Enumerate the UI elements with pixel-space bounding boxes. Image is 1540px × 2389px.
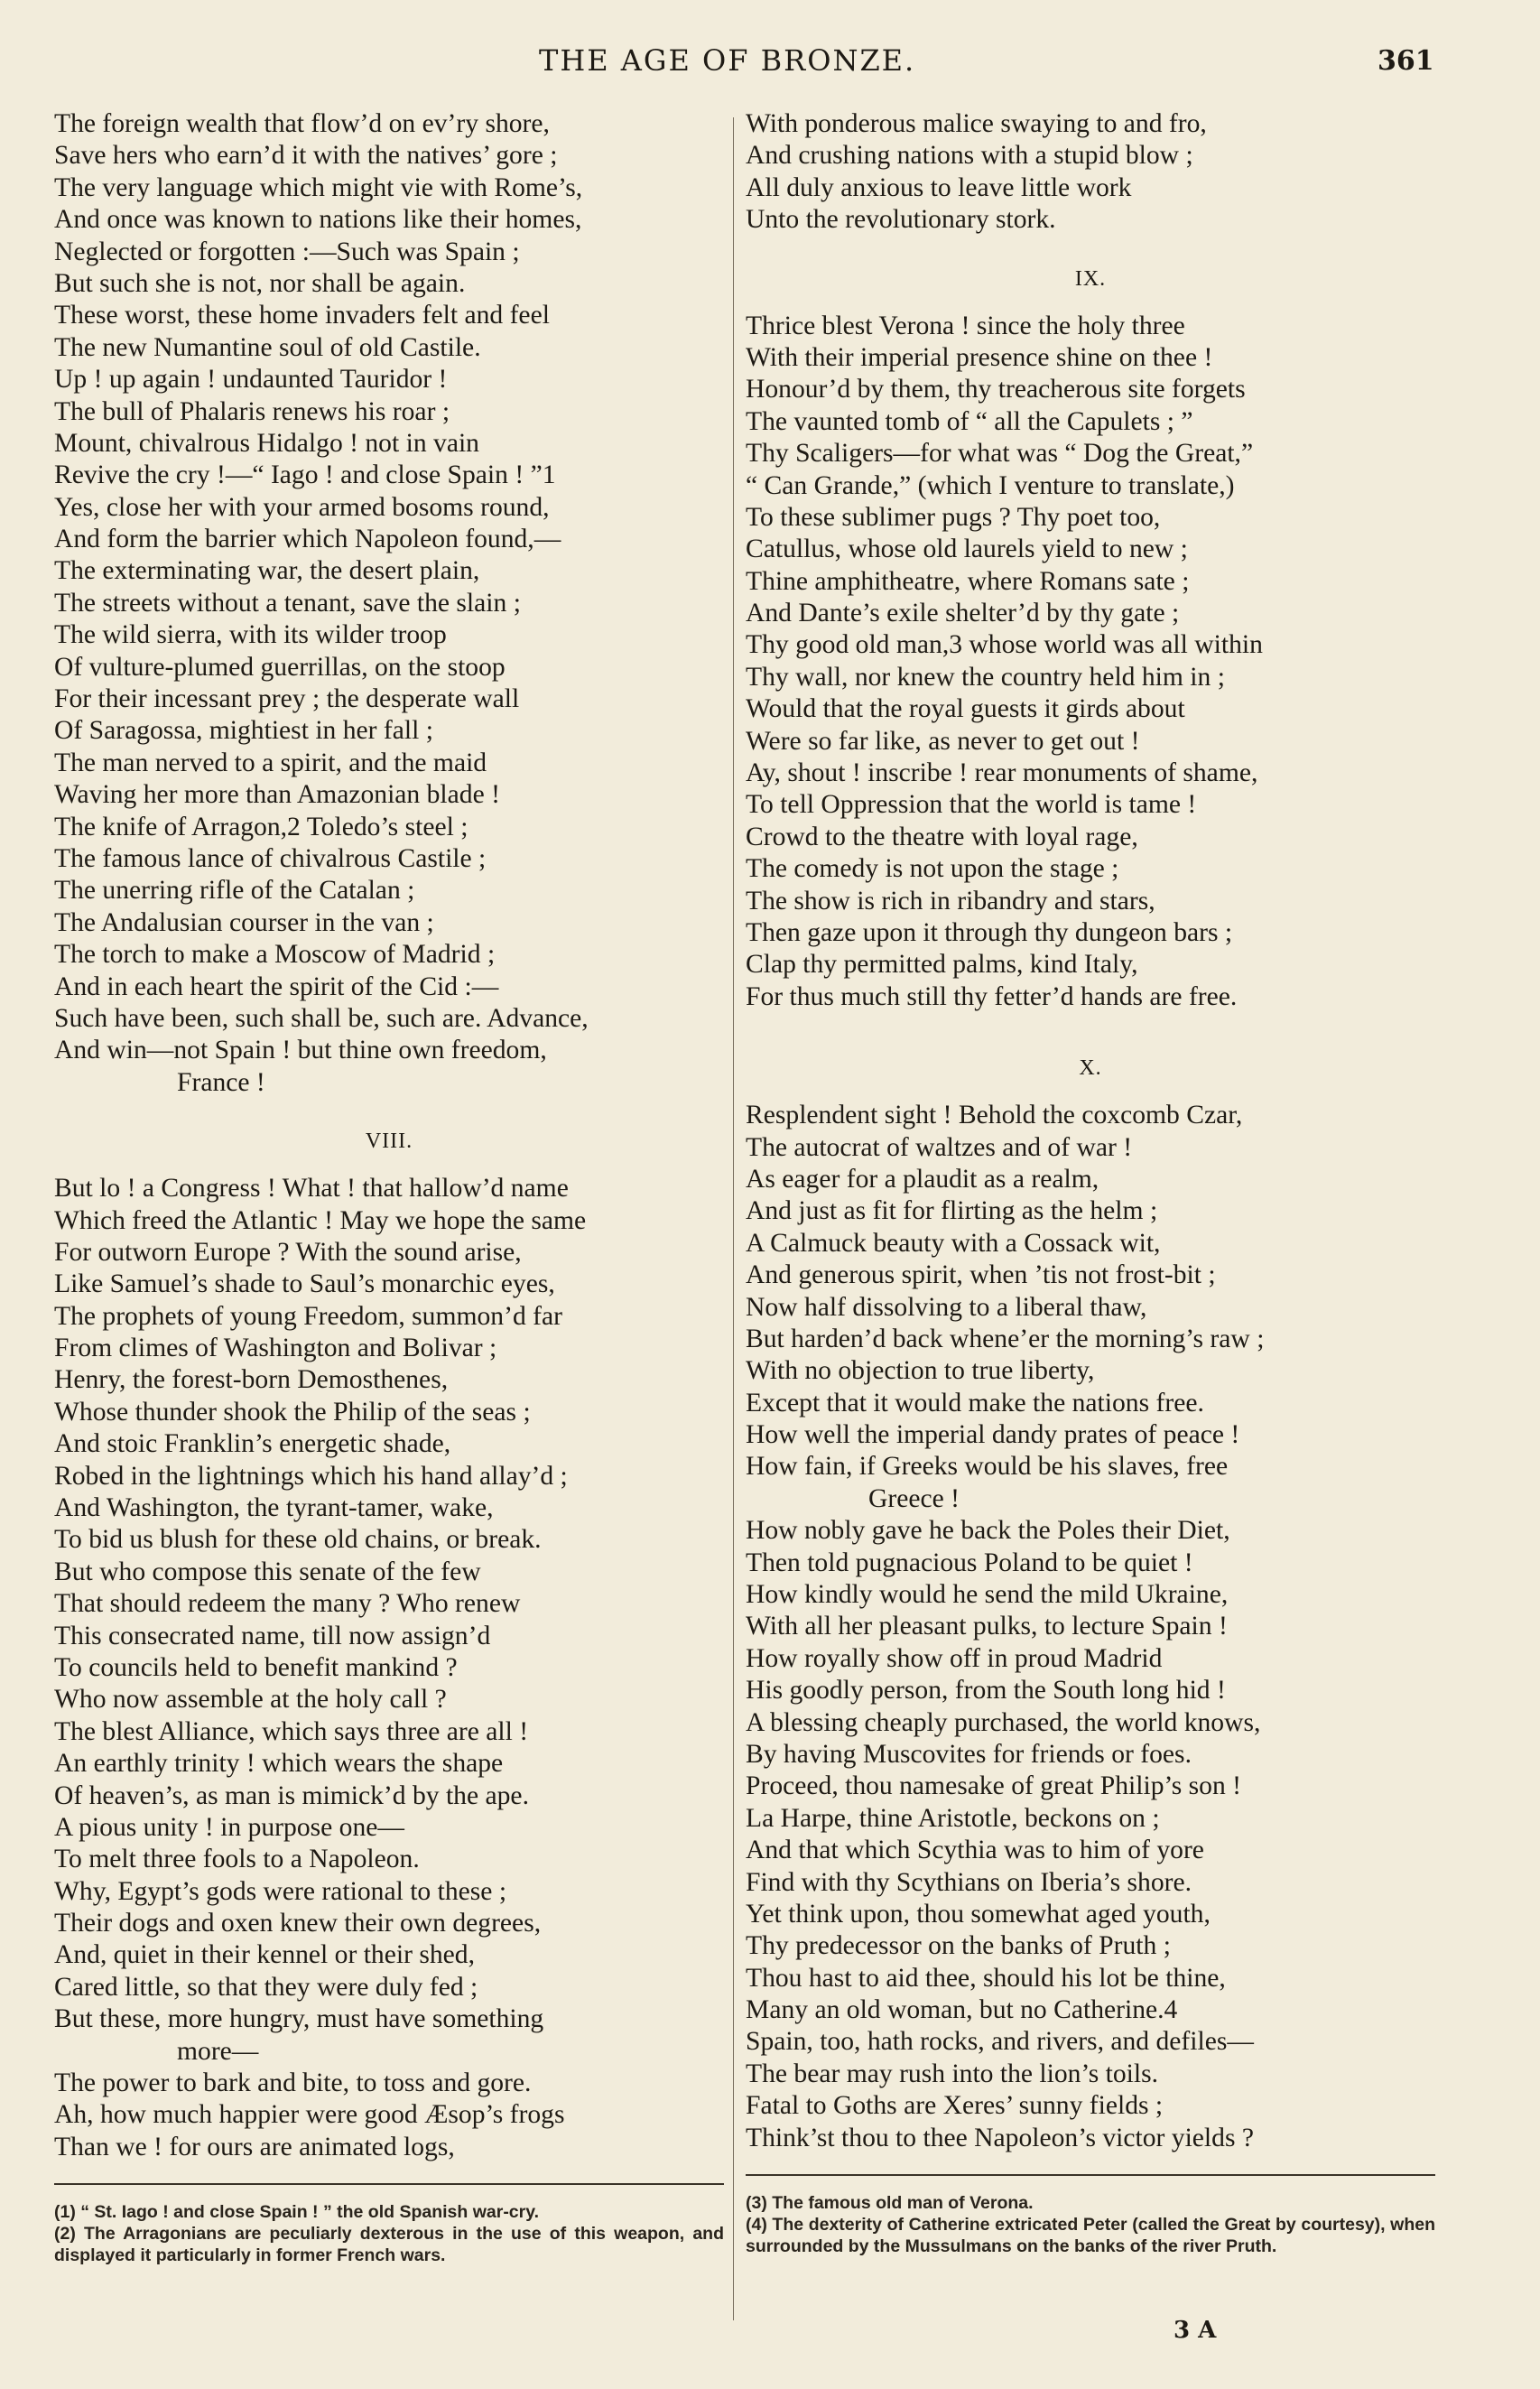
poem-line: Robed in the lightnings which his hand allay’d ; — [54, 1461, 568, 1491]
poem-line: Thy good old man,3 whose world was all within — [746, 630, 1263, 660]
poem-line: Honour’d by them, thy treacherous site forgets — [746, 375, 1246, 404]
poem-line: The autocrat of waltzes and of war ! — [746, 1132, 1133, 1162]
poem-line: Thy predecessor on the banks of Pruth ; — [746, 1931, 1171, 1961]
poem-line: Yes, close her with your armed bosoms round, — [54, 492, 550, 522]
right-column — [746, 108, 1435, 2257]
poem-line: And that which Scythia was to him of yore — [746, 1836, 1204, 1865]
poem-line: Now half dissolving to a liberal thaw, — [746, 1292, 1147, 1322]
signature-mark: 3 A — [1174, 2317, 1217, 2344]
poem-line: The power to bark and bite, to toss and gore. — [54, 2068, 532, 2098]
poem-line: And just as fit for flirting as the helm ; — [746, 1196, 1158, 1226]
poem-line-continuation: more— — [177, 2036, 259, 2066]
poem-line: The very language which might vie with Rome’s, — [54, 172, 583, 202]
poem-line: Thy Scaligers—for what was “ Dog the Great,” — [746, 439, 1254, 469]
poem-line: For outworn Europe ? With the sound arise, — [54, 1237, 522, 1267]
poem-line: Crowd to the theatre with loyal rage, — [746, 822, 1138, 851]
poem-line: Proceed, thou namesake of great Philip’s son ! — [746, 1771, 1242, 1801]
poem-line: Clap thy permitted palms, kind Italy, — [746, 950, 1138, 980]
poem-line: A Calmuck beauty with a Cossack wit, — [746, 1228, 1161, 1258]
poem-line: Fatal to Goths are Xeres’ sunny fields ; — [746, 2091, 1164, 2121]
poem-line: Thine amphitheatre, where Romans sate ; — [746, 566, 1190, 596]
poem-line: The bear may rush into the lion’s toils. — [746, 2059, 1158, 2088]
poem-line: Of vulture-plumed guerrillas, on the stoop — [54, 652, 506, 682]
poem-line: Cared little, so that they were duly fed ; — [54, 1972, 478, 2002]
poem-line: Why, Egypt’s gods were rational to these ; — [54, 1876, 507, 1906]
poem-line: Would that the royal guests it girds about — [746, 694, 1185, 724]
poem-line: A blessing cheaply purchased, the world knows, — [746, 1707, 1261, 1737]
poem-line: Revive the cry !—“ Iago ! and close Spain ! ”1 — [54, 460, 556, 490]
poem-line: Thy wall, nor knew the country held him in ; — [746, 662, 1225, 692]
poem-line: La Harpe, thine Aristotle, beckons on ; — [746, 1803, 1160, 1833]
poem-line: How well the imperial dandy prates of peace ! — [746, 1420, 1240, 1450]
poem-line: Save hers who earn’d it with the natives’ gore ; — [54, 141, 558, 171]
poem-line: Were so far like, as never to get out ! — [746, 726, 1140, 756]
poem-line: To melt three fools to a Napoleon. — [54, 1845, 420, 1874]
poem-line: Waving her more than Amazonian blade ! — [54, 780, 500, 810]
poem-line: Such have been, such shall be, such are. Advance, — [54, 1003, 589, 1033]
poem-line: For thus much still thy fetter’d hands are free. — [746, 981, 1238, 1011]
poem-line: The famous lance of chivalrous Castile ; — [54, 843, 487, 873]
poem-line: And once was known to nations like their homes, — [54, 205, 582, 235]
poem-line: Unto the revolutionary stork. — [746, 205, 1056, 235]
poem-line: The streets without a tenant, save the slain ; — [54, 588, 521, 618]
poem-line: With their imperial presence shine on thee ! — [746, 342, 1213, 372]
poem-line: And generous spirit, when ’tis not frost-bit ; — [746, 1260, 1216, 1290]
poem-line: Mount, chivalrous Hidalgo ! not in vain — [54, 428, 479, 458]
left-column — [54, 108, 724, 2266]
poem-line: And crushing nations with a stupid blow ; — [746, 141, 1193, 171]
poem-line: Who now assemble at the holy call ? — [54, 1685, 447, 1715]
poem-line: And form the barrier which Napoleon found,— — [54, 525, 561, 554]
poem-line: And win—not Spain ! but thine own freedom, — [54, 1036, 547, 1065]
stanza-viii-end-lines — [746, 108, 1435, 237]
stanza-ix-lines — [746, 311, 1435, 1014]
stanza-viii-lines-end — [54, 2068, 724, 2163]
poem-line: The vaunted tomb of “ all the Capulets ; ” — [746, 406, 1193, 436]
poem-line: Then told pugnacious Poland to be quiet ! — [746, 1548, 1193, 1577]
poem-line: Henry, the forest-born Demosthenes, — [54, 1365, 449, 1395]
poem-line: The knife of Arragon,2 Toledo’s steel ; — [54, 812, 468, 841]
poem-line: A pious unity ! in purpose one— — [54, 1812, 404, 1842]
poem-line: Ah, how much happier were good Æsop’s frogs — [54, 2100, 565, 2130]
poem-line: And, quiet in their kennel or their shed, — [54, 1940, 475, 1970]
stanza-x-lines-end — [746, 1515, 1435, 2154]
poem-line: And Dante’s exile shelter’d by thy gate ; — [746, 599, 1180, 628]
poem-line: The Andalusian courser in the van ; — [54, 907, 434, 937]
poem-line-continuation: France ! — [177, 1067, 265, 1097]
poem-line: How kindly would he send the mild Ukraine, — [746, 1580, 1229, 1610]
footnote-rule — [746, 2174, 1435, 2176]
poem-line: Think’st thou to thee Napoleon’s victor yields ? — [746, 2123, 1255, 2152]
poem-line: The man nerved to a spirit, and the maid — [54, 748, 487, 777]
poem-line: Than we ! for ours are animated logs, — [54, 2132, 455, 2161]
poem-line: To councils held to benefit mankind ? — [54, 1652, 458, 1682]
poem-line: Resplendent sight ! Behold the coxcomb Czar, — [746, 1101, 1243, 1130]
poem-line: With all her pleasant pulks, to lecture Spain ! — [746, 1612, 1228, 1641]
column-divider — [733, 117, 734, 2320]
poem-line: These worst, these home invaders felt and feel — [54, 301, 550, 330]
poem-line: Like Samuel’s shade to Saul’s monarchic eyes, — [54, 1269, 555, 1299]
poem-line: The unerring rifle of the Catalan ; — [54, 876, 415, 906]
poem-line: Neglected or forgotten :—Such was Spain ; — [54, 237, 520, 266]
poem-line: Find with thy Scythians on Iberia’s shore. — [746, 1867, 1192, 1897]
poem-line: And Washington, the tyrant-tamer, wake, — [54, 1493, 494, 1523]
poem-line: And stoic Franklin’s energetic shade, — [54, 1429, 451, 1459]
poem-line: The comedy is not upon the stage ; — [746, 854, 1119, 884]
poem-line: But who compose this senate of the few — [54, 1557, 481, 1586]
poem-line: The blest Alliance, which says three are all ! — [54, 1716, 529, 1746]
poem-line: Of heaven’s, as man is mimick’d by the ape. — [54, 1780, 529, 1810]
stanza-vii-lines — [54, 108, 724, 1067]
poem-line: All duly anxious to leave little work — [746, 172, 1132, 202]
poem-line: Of Saragossa, mightiest in her fall ; — [54, 716, 433, 746]
poem-line: But these, more hungry, must have something — [54, 2004, 544, 2034]
poem-line: By having Muscovites for friends or foes. — [746, 1739, 1192, 1769]
running-title: THE AGE OF BRONZE. — [539, 43, 916, 78]
poem-line: Except that it would make the nations free. — [746, 1388, 1204, 1418]
poem-line: The foreign wealth that flow’d on ev’ry shore, — [54, 109, 550, 138]
section-number-x: X. — [1079, 1056, 1102, 1081]
poem-line: This consecrated name, till now assign’d — [54, 1621, 491, 1650]
page-number: 361 — [1378, 45, 1434, 77]
poem-line: Which freed the Atlantic ! May we hope the same — [54, 1205, 587, 1235]
stanza-x-lines — [746, 1100, 1435, 1483]
poem-line: Spain, too, hath rocks, and rivers, and defiles— — [746, 2027, 1254, 2057]
footnote-3: (3) The famous old man of Verona. — [746, 2193, 1034, 2214]
poem-line: Thrice blest Verona ! since the holy three — [746, 311, 1185, 340]
poem-line: Thou hast to aid thee, should his lot be thine, — [746, 1963, 1226, 1993]
poem-line: To these sublimer pugs ? Thy poet too, — [746, 502, 1161, 532]
poem-line: How nobly gave he back the Poles their Diet, — [746, 1516, 1230, 1546]
poem-line: The bull of Phalaris renews his roar ; — [54, 396, 450, 426]
page-header — [0, 43, 1540, 85]
poem-line: But such she is not, nor shall be again. — [54, 268, 466, 298]
poem-line: The torch to make a Moscow of Madrid ; — [54, 940, 496, 970]
poem-line-continuation: Greece ! — [868, 1483, 960, 1513]
poem-line: Then gaze upon it through thy dungeon bars ; — [746, 917, 1233, 947]
poem-line: But lo ! a Congress ! What ! that hallow’d name — [54, 1174, 569, 1204]
footnote-1: (1) “ St. Iago ! and close Spain ! ” the old Spanish war-cry. — [54, 2202, 540, 2223]
poem-line: With ponderous malice swaying to and fro, — [746, 109, 1207, 138]
stanza-viii-lines — [54, 1173, 724, 2036]
poem-line: From climes of Washington and Bolivar ; — [54, 1334, 497, 1363]
footnote-2: (2) The Arragonians are peculiarly dexterous in the use of this weapon, and displayed it particularly in former French wars. — [54, 2224, 724, 2266]
poem-line: That should redeem the many ? Who renew — [54, 1589, 521, 1619]
poem-line: To tell Oppression that the world is tame ! — [746, 790, 1197, 820]
poem-line: The exterminating war, the desert plain, — [54, 556, 480, 586]
section-number-ix: IX. — [1074, 266, 1107, 291]
poem-line: Many an old woman, but no Catherine.4 — [746, 1995, 1178, 2025]
poem-line: The prophets of young Freedom, summon’d far — [54, 1301, 562, 1331]
poem-line: For their incessant prey ; the desperate wall — [54, 684, 520, 714]
footnote-rule — [54, 2183, 724, 2185]
footnote-4: (4) The dexterity of Catherine extricated Peter (called the Great by courtesy), when surrounded by the Mussulmans on the banks of the river Pruth. — [746, 2215, 1435, 2257]
poem-line: Up ! up again ! undaunted Tauridor ! — [54, 365, 448, 395]
poem-line: As eager for a plaudit as a realm, — [746, 1164, 1099, 1194]
poem-line: “ Can Grande,” (which I venture to translate,) — [746, 470, 1235, 500]
poem-line: Ay, shout ! inscribe ! rear monuments of shame, — [746, 758, 1258, 788]
poem-line: The wild sierra, with its wilder troop — [54, 620, 447, 650]
poem-line: Whose thunder shook the Philip of the seas ; — [54, 1397, 531, 1427]
poem-line: The show is rich in ribandry and stars, — [746, 886, 1155, 916]
poem-line: Yet think upon, thou somewhat aged youth, — [746, 1899, 1211, 1929]
poem-line: His goodly person, from the South long hid ! — [746, 1676, 1226, 1706]
poem-line: The new Numantine soul of old Castile. — [54, 332, 481, 362]
poem-line: And in each heart the spirit of the Cid :— — [54, 971, 499, 1001]
poem-line: Catullus, whose old laurels yield to new ; — [746, 535, 1188, 564]
section-number-viii: VIII. — [365, 1129, 413, 1154]
poem-line: How fain, if Greeks would be his slaves, free — [746, 1452, 1229, 1482]
poem-line: An earthly trinity ! which wears the shape — [54, 1749, 504, 1779]
poem-line: With no objection to true liberty, — [746, 1356, 1095, 1386]
poem-line: How royally show off in proud Madrid — [746, 1643, 1163, 1673]
poem-line: Their dogs and oxen knew their own degrees, — [54, 1909, 542, 1938]
poem-line: But harden’d back whene’er the morning’s raw ; — [746, 1324, 1265, 1353]
poem-line: To bid us blush for these old chains, or break. — [54, 1525, 542, 1555]
